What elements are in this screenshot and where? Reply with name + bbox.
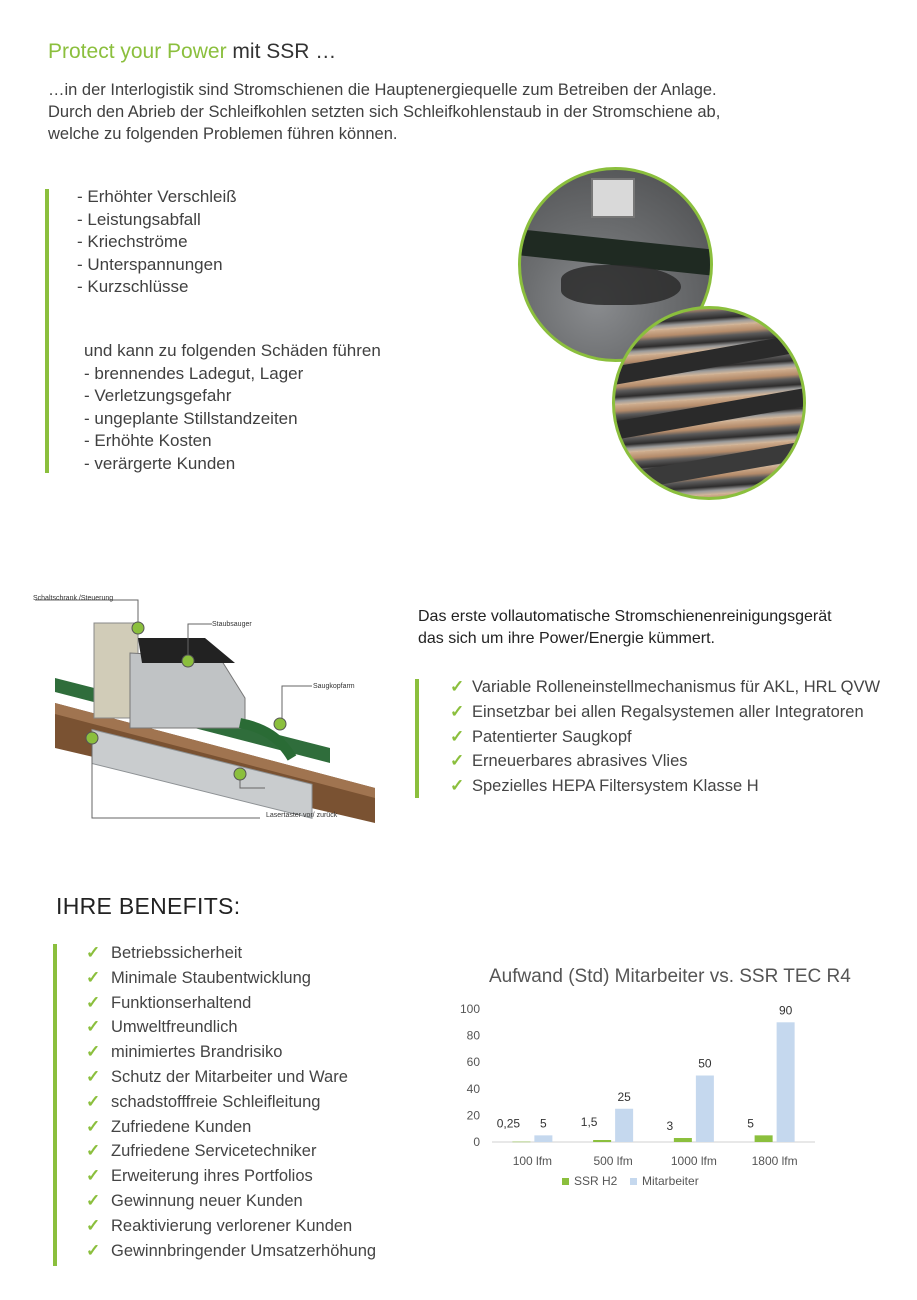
data-label: 50 xyxy=(698,1056,712,1071)
bar-ssr-h2 xyxy=(674,1138,692,1142)
data-label: 90 xyxy=(778,1003,793,1018)
check-icon: ✓ xyxy=(86,1116,101,1136)
accent-bar xyxy=(45,189,49,473)
check-icon: ✓ xyxy=(86,1091,101,1111)
accent-bar xyxy=(53,944,57,1266)
damage-item: - Erhöhte Kosten xyxy=(84,431,212,450)
data-label: 5 xyxy=(540,1116,547,1131)
bar-mitarbeiter xyxy=(777,1022,795,1142)
laser-label: Lasertaster vor/ zurück xyxy=(266,812,338,819)
damage-item: - ungeplante Stillstandzeiten xyxy=(84,408,298,428)
check-icon: ✓ xyxy=(450,726,465,746)
check-icon: ✓ xyxy=(86,967,101,987)
check-icon: ✓ xyxy=(86,1141,101,1161)
bar-mitarbeiter xyxy=(615,1109,633,1142)
benefit-item xyxy=(86,1189,376,1214)
problem-item: - Kriechströme xyxy=(77,232,188,251)
benefit-label: Reaktivierung verlorener Kunden xyxy=(111,1216,353,1235)
benefit-label: schadstofffreie Schleifleitung xyxy=(111,1092,321,1111)
legend-swatch xyxy=(562,1178,569,1185)
benefit-label: Schutz der Mitarbeiter und Ware xyxy=(111,1067,348,1086)
feature-item xyxy=(450,749,880,774)
bar-ssr-h2 xyxy=(512,1142,530,1143)
benefit-label: Zufriedene Kunden xyxy=(111,1117,252,1136)
damages-list xyxy=(84,340,381,475)
check-icon: ✓ xyxy=(86,1166,101,1186)
problem-item: - Leistungsabfall xyxy=(77,209,201,229)
control-label: Schaltschrank /Steuerung xyxy=(33,595,114,602)
intro-line: Durch den Abrieb der Schleifkohlen setzten sich Schleifkohlenstaub in der Stromschiene ab, xyxy=(48,103,721,121)
device-heading xyxy=(418,606,832,650)
benefit-label: Zufriedene Servicetechniker xyxy=(111,1142,317,1161)
bar-ssr-h2 xyxy=(755,1135,773,1142)
data-label: 0,25 xyxy=(496,1116,521,1131)
benefit-item xyxy=(86,1015,376,1040)
check-icon: ✓ xyxy=(86,1215,101,1235)
feature-label: Variable Rolleneinstellmechanismus für AKL, HRL QVW xyxy=(472,678,881,696)
check-icon: ✓ xyxy=(86,943,101,962)
accent-bar xyxy=(415,679,419,798)
benefit-label: Gewinnbringender Umsatzerhöhung xyxy=(111,1241,377,1260)
chart-title: Aufwand (Std) Mitarbeiter vs. SSR TEC R4 xyxy=(489,966,851,987)
check-icon: ✓ xyxy=(450,751,465,771)
benefit-label: Gewinnung neuer Kunden xyxy=(111,1191,303,1210)
damage-item: - verärgerte Kunden xyxy=(84,453,236,473)
check-icon: ✓ xyxy=(86,1240,101,1260)
feature-list xyxy=(450,675,880,799)
benefit-label: minimiertes Brandrisiko xyxy=(111,1043,283,1062)
y-tick-label: 80 xyxy=(466,1028,480,1043)
y-tick-label: 20 xyxy=(466,1108,480,1123)
data-label: 3 xyxy=(666,1119,674,1134)
data-label: 1,5 xyxy=(580,1115,598,1130)
x-tick-label: 1000 lfm xyxy=(670,1154,717,1168)
device-heading-line: Das erste vollautomatische Stromschienenreinigungsgerät xyxy=(418,608,832,625)
problem-item: - Erhöhter Verschleiß xyxy=(77,187,237,206)
benefit-item xyxy=(86,1065,376,1090)
legend-label: Mitarbeiter xyxy=(642,1174,699,1188)
check-icon: ✓ xyxy=(86,1066,101,1086)
benefit-item xyxy=(86,1139,376,1164)
cleaning-device-diagram xyxy=(30,588,375,823)
benefit-label: Funktionserhaltend xyxy=(111,993,252,1012)
check-icon: ✓ xyxy=(450,776,465,796)
feature-label: Erneuerbares abrasives Vlies xyxy=(472,752,688,771)
check-icon: ✓ xyxy=(86,992,101,1012)
check-icon: ✓ xyxy=(450,677,465,696)
x-tick-label: 500 lfm xyxy=(593,1154,633,1168)
check-icon: ✓ xyxy=(86,1017,101,1037)
feature-item xyxy=(450,725,880,750)
y-tick-label: 0 xyxy=(473,1135,480,1149)
problems-list xyxy=(77,186,237,299)
arm-label: Saugkopfarm xyxy=(313,683,355,690)
bar-mitarbeiter xyxy=(696,1076,714,1143)
feature-item xyxy=(450,774,880,799)
benefit-item xyxy=(86,991,376,1016)
title-rest: mit SSR … xyxy=(226,40,337,63)
benefit-item xyxy=(86,966,376,991)
page-title xyxy=(48,40,336,64)
rail-dust-closeup-photo xyxy=(612,306,806,500)
feature-item xyxy=(450,700,880,725)
benefit-item xyxy=(86,1040,376,1065)
feature-label: Einsetzbar bei allen Regalsystemen aller Integratoren xyxy=(472,702,864,721)
x-tick-label: 1800 lfm xyxy=(751,1154,798,1168)
effort-bar-chart xyxy=(440,995,820,1195)
benefit-label: Betriebssicherheit xyxy=(111,944,243,962)
benefit-label: Erweiterung ihres Portfolios xyxy=(111,1167,313,1186)
check-icon: ✓ xyxy=(86,1190,101,1210)
bar-mitarbeiter xyxy=(534,1135,552,1142)
x-tick-label: 100 lfm xyxy=(512,1154,553,1168)
benefit-item xyxy=(86,941,376,966)
legend-swatch xyxy=(630,1178,637,1185)
problem-item: - Unterspannungen xyxy=(77,254,223,274)
feature-item xyxy=(450,675,880,700)
feature-label: Patentierter Saugkopf xyxy=(472,727,632,746)
benefits-heading: IHRE BENEFITS: xyxy=(56,893,241,919)
benefit-label: Umweltfreundlich xyxy=(111,1018,238,1037)
benefit-item xyxy=(86,1090,376,1115)
legend-label: SSR H2 xyxy=(574,1174,618,1188)
check-icon: ✓ xyxy=(86,1042,101,1062)
benefit-item xyxy=(86,1115,376,1140)
y-tick-label: 40 xyxy=(466,1081,480,1096)
damage-item: - brennendes Ladegut, Lager xyxy=(84,363,304,383)
data-label: 25 xyxy=(617,1089,631,1104)
intro-line: …in der Interlogistik sind Stromschienen die Hauptenergiequelle zum Betreiben der Anlage. xyxy=(48,81,717,99)
benefit-item xyxy=(86,1214,376,1239)
problem-item: - Kurzschlüsse xyxy=(77,277,189,296)
benefit-label: Minimale Staubentwicklung xyxy=(111,968,311,987)
check-icon: ✓ xyxy=(450,701,465,721)
benefit-item xyxy=(86,1164,376,1189)
y-tick-label: 60 xyxy=(466,1055,480,1070)
benefit-item xyxy=(86,1239,376,1264)
intro-line: welche zu folgenden Problemen führen können. xyxy=(48,125,398,143)
damage-item: - Verletzungsgefahr xyxy=(84,386,232,405)
device-heading-line: das sich um ihre Power/Energie kümmert. xyxy=(418,630,715,647)
feature-label: Spezielles HEPA Filtersystem Klasse H xyxy=(472,777,759,796)
y-tick-label: 100 xyxy=(459,1002,480,1016)
damages-intro: und kann zu folgenden Schäden führen xyxy=(84,341,381,360)
title-accent: Protect your Power xyxy=(48,40,227,63)
data-label: 5 xyxy=(747,1116,754,1131)
intro-paragraph xyxy=(48,79,848,145)
benefits-list xyxy=(86,941,376,1263)
bar-ssr-h2 xyxy=(593,1140,611,1142)
vacuum-label: Staubsauger xyxy=(212,621,252,628)
